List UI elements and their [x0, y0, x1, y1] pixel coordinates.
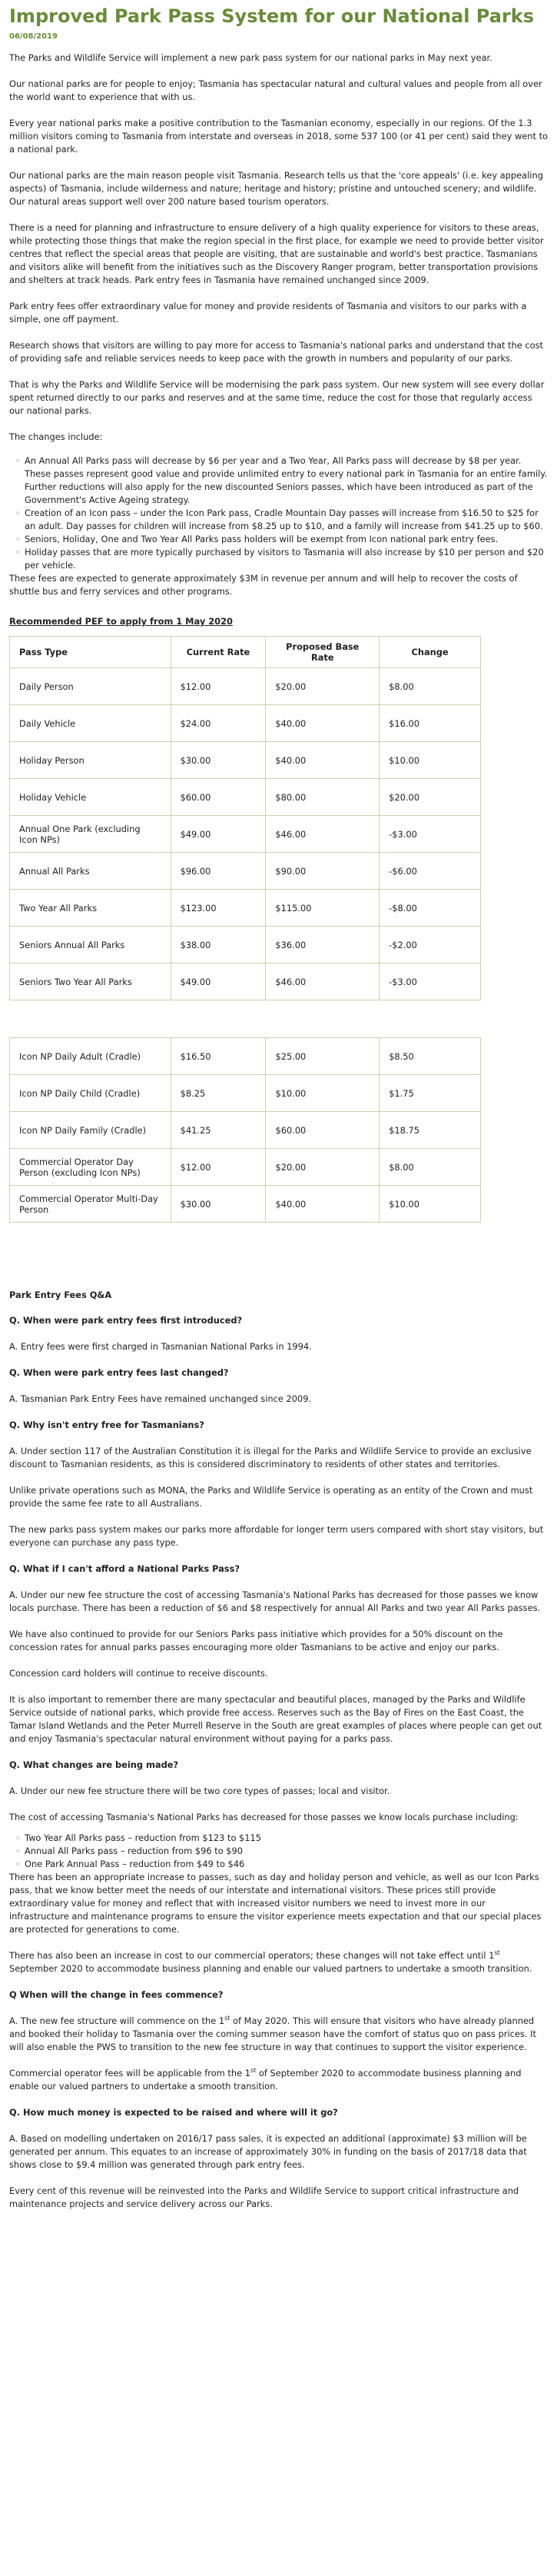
table-row — [10, 1038, 481, 1075]
reductions-list — [9, 1832, 548, 1871]
answer-text: September 2020 to accommodate business planning and enable our valued partners to undertake a smooth transition. — [9, 1963, 532, 1974]
intro-paragraph: That is why the Parks and Wildlife Service will be modernising the park pass system. Our new system will see every dollar spent returned directly to our parks and reserves and at the same time, reduce the cost for those that regularly access our national parks. — [9, 379, 545, 416]
answer-text: of May 2020. This will ensure that visitors who have already planned and booked their holiday to Tasmania over the coming summer season have the comfort of status quo on pass prices. It will also enable the PWS to transition to the new fee structure in way that continues to support the visitor experience. — [9, 2015, 536, 2052]
answer — [9, 1949, 548, 1975]
column-header-pass-type: Pass Type — [10, 637, 171, 668]
cell-change: $8.50 — [380, 1038, 481, 1075]
cell-change: -$2.00 — [380, 927, 481, 964]
answer — [9, 2015, 548, 2054]
list-item: ◦ Annual All Parks pass – reduction from $96 to $90 — [25, 1845, 548, 1858]
table-row — [10, 1186, 481, 1223]
answer: A. Under our new fee structure there will be two core types of passes; local and visitor. — [9, 1786, 390, 1796]
cell-change: $18.75 — [380, 1112, 481, 1149]
cell-pass-type: Holiday Person — [10, 742, 171, 779]
column-header-proposed-rate: Proposed Base Rate — [266, 637, 380, 668]
cell-pass-type: Daily Vehicle — [10, 705, 171, 742]
answer-text: Commercial operator fees will be applicable from the 1 — [9, 2068, 250, 2078]
cell-pass-type: Daily Person — [10, 668, 171, 705]
changes-intro: The changes include: — [9, 431, 103, 442]
cell-current-rate: $41.25 — [171, 1112, 266, 1149]
table-row — [10, 890, 481, 927]
cell-change: $10.00 — [380, 742, 481, 779]
cell-change: $1.75 — [380, 1075, 481, 1112]
table-row — [10, 742, 481, 779]
intro-paragraph: Our national parks are for people to enjoy; Tasmania has spectacular natural and cultural values and people from all over the world want to experience that with us. — [9, 78, 542, 102]
changes-list — [9, 454, 548, 572]
cell-proposed-rate: $40.00 — [266, 1186, 380, 1223]
question: Q. How much money is expected to be raised and where will it go? — [9, 2107, 338, 2118]
cell-proposed-rate: $80.00 — [266, 779, 380, 816]
answer: A. Entry fees were first charged in Tasmanian National Parks in 1994. — [9, 1341, 312, 1352]
cell-current-rate: $12.00 — [171, 1149, 266, 1186]
cell-change: $10.00 — [380, 1186, 481, 1223]
answer: Concession card holders will continue to receive discounts. — [9, 1668, 268, 1679]
intro-paragraph: Our national parks are the main reason people visit Tasmania. Research tells us that the 'core appeals' (i.e. key appealing aspects) of Tasmania, include wilderness and nature; heritage and history; pristine and untouched scenery; and wildlife. Our natural areas support well over 200 nature based tourism operators. — [9, 170, 543, 207]
answer-text: A. The new fee structure will commence on the 1 — [9, 2015, 225, 2026]
answer: The new parks pass system makes our parks more affordable for longer term users compared with short stay visitors, but everyone can purchase any pass type. — [9, 1524, 544, 1548]
cell-change: -$3.00 — [380, 816, 481, 853]
answer: Every cent of this revenue will be reinvested into the Parks and Wildlife Service to support critical infrastructure and maintenance projects and service delivery across our Parks. — [9, 2185, 519, 2209]
table-row — [10, 964, 481, 1000]
table-row — [10, 779, 481, 816]
cell-proposed-rate: $20.00 — [266, 668, 380, 705]
cell-change: -$6.00 — [380, 853, 481, 890]
table-header-row — [10, 637, 481, 668]
intro-paragraph: The Parks and Wildlife Service will implement a new park pass system for our national parks in May next year. — [9, 52, 492, 63]
icon-fees-table — [9, 1037, 481, 1223]
list-item: ◦ Seniors, Holiday, One and Two Year All Parks pass holders will be exempt from Icon national park entry fees. — [25, 533, 548, 546]
cell-pass-type: Icon NP Daily Family (Cradle) — [10, 1112, 171, 1149]
answer-text: of September 2020 to accommodate business planning and enable our valued partners to undertake a smooth transition. — [9, 2068, 522, 2092]
superscript: st — [250, 2067, 257, 2075]
cell-proposed-rate: $60.00 — [266, 1112, 380, 1149]
cell-proposed-rate: $20.00 — [266, 1149, 380, 1186]
column-header-change: Change — [380, 637, 481, 668]
list-item: ◦ An Annual All Parks pass will decrease by $6 per year and a Two Year, All Parks pass will decrease by $8 per year. These passes represent good value and provide unlimited entry to every national park in Tasmania for an entire family. Further reductions will also apply for the new discounted Seniors passes, which have been introduced as part of the Government's Active Ageing strategy. — [25, 454, 548, 507]
list-item: ◦ Holiday passes that are more typically purchased by visitors to Tasmania will also increase by $10 per person and $20 per vehicle. — [25, 546, 548, 572]
table-row — [10, 668, 481, 705]
answer: A. Tasmanian Park Entry Fees have remained unchanged since 2009. — [9, 1393, 312, 1404]
question: Q. When were park entry fees last changed? — [9, 1367, 229, 1378]
page-title: Improved Park Pass System for our National Parks — [9, 5, 535, 27]
cell-current-rate: $30.00 — [171, 742, 266, 779]
cell-pass-type: Seniors Annual All Parks — [10, 927, 171, 964]
question: Q. Why isn't entry free for Tasmanians? — [9, 1419, 204, 1430]
cell-current-rate: $30.00 — [171, 1186, 266, 1223]
column-header-current-rate: Current Rate — [171, 637, 266, 668]
cell-proposed-rate: $46.00 — [266, 964, 380, 1000]
cell-proposed-rate: $25.00 — [266, 1038, 380, 1075]
table-row — [10, 1075, 481, 1112]
list-item: ◦ One Park Annual Pass – reduction from $49 to $46 — [25, 1858, 548, 1871]
answer — [9, 2067, 548, 2093]
table-row — [10, 853, 481, 890]
answer: A. Under our new fee structure the cost of accessing Tasmania's National Parks has decreased for those passes we know locals purchase. There has been a reduction of $6 and $8 respectively for annual All Parks and two year All Parks passes. — [9, 1589, 541, 1613]
fees-table — [9, 636, 481, 1000]
answer: The cost of accessing Tasmania's National Parks has decreased for those passes we know locals purchase including: — [9, 1812, 519, 1822]
cell-current-rate: $38.00 — [171, 927, 266, 964]
cell-proposed-rate: $36.00 — [266, 927, 380, 964]
cell-pass-type: Holiday Vehicle — [10, 779, 171, 816]
cell-pass-type: Commercial Operator Day Person (excluding Icon NPs) — [10, 1149, 171, 1186]
cell-current-rate: $60.00 — [171, 779, 266, 816]
cell-pass-type: Annual All Parks — [10, 853, 171, 890]
cell-change: $8.00 — [380, 668, 481, 705]
cell-proposed-rate: $40.00 — [266, 742, 380, 779]
answer: We have also continued to provide for our Seniors Parks pass initiative which provides for a 50% discount on the concession rates for annual parks passes encouraging more older Tasmanians to be active and enjoy our parks. — [9, 1629, 503, 1652]
answer: It is also important to remember there are many spectacular and beautiful places, managed by the Parks and Wildlife Service outside of national parks, which provide free access. Reserves such as the Bay of Fires on the East Coast, the Tamar Island Wetlands and the Peter Murrell Reserve in the South are great examples of places where people can get out and enjoy Tasmania's spectacular natural environment without paying for a parks pass. — [9, 1694, 542, 1744]
answer: A. Based on modelling undertaken on 2016/17 pass sales, it is expected an additional (approximate) $3 million will be generated per annum. This equates to an increase of approximately 30% in funding on the basis of 2017/18 data that shows close to $9.4 million was generated through park entry fees. — [9, 2133, 527, 2170]
answer-text: There has also been an increase in cost to our commercial operators; these changes will not take effect until 1 — [9, 1950, 495, 1961]
cell-current-rate: $49.00 — [171, 964, 266, 1000]
superscript: st — [224, 2015, 230, 2022]
intro-paragraph: There is a need for planning and infrastructure to ensure delivery of a high quality experience for visitors to these areas, while protecting those things that make the region special in the first place, for example we need to provide better visitor centres that reflect the special areas that people are visiting, that are sustainable and world's best practice. Tasmanians and visitors alike will benefit from the initiatives such as the Discovery Ranger program, better transportation provisions and shelters at track heads. Park entry fees in Tasmania have remained unchanged since 2009. — [9, 222, 544, 285]
cell-proposed-rate: $115.00 — [266, 890, 380, 927]
question: Q. When were park entry fees first introduced? — [9, 1315, 243, 1326]
list-item: ◦ Two Year All Parks pass – reduction from $123 to $115 — [25, 1832, 548, 1845]
qa-title: Park Entry Fees Q&A — [9, 1290, 112, 1300]
cell-proposed-rate: $40.00 — [266, 705, 380, 742]
publish-date: 06/08/2019 — [9, 32, 58, 41]
question: Q. What if I can't afford a National Parks Pass? — [9, 1563, 240, 1574]
superscript: st — [494, 1949, 500, 1957]
table-row — [10, 705, 481, 742]
cell-change: -$8.00 — [380, 890, 481, 927]
cell-current-rate: $96.00 — [171, 853, 266, 890]
cell-current-rate: $12.00 — [171, 668, 266, 705]
revenue-note: These fees are expected to generate approximately $3M in revenue per annum and will help to recover the costs of shuttle bus and ferry services and other programs. — [9, 573, 518, 597]
cell-change: $16.00 — [380, 705, 481, 742]
table-row — [10, 1149, 481, 1186]
cell-change: -$3.00 — [380, 964, 481, 1000]
intro-paragraph: Research shows that visitors are willing to pay more for access to Tasmania's national parks and understand that the cost of providing safe and reliable services needs to keep pace with the growth in numbers and popularity of our parks. — [9, 340, 543, 364]
cell-pass-type: Seniors Two Year All Parks — [10, 964, 171, 1000]
cell-current-rate: $16.50 — [171, 1038, 266, 1075]
cell-current-rate: $24.00 — [171, 705, 266, 742]
answer: Unlike private operations such as MONA, the Parks and Wildlife Service is operating as an entity of the Crown and must provide the same fee rate to all Australians. — [9, 1485, 533, 1509]
list-item: ◦ Creation of an Icon pass – under the Icon Park pass, Cradle Mountain Day passes will increase from $16.50 to $25 for an adult. Day passes for children will increase from $8.25 up to $10, and a family will increase from $41.25 up to $60. — [25, 507, 548, 533]
cell-current-rate: $49.00 — [171, 816, 266, 853]
intro-paragraph: Park entry fees offer extraordinary value for money and provide residents of Tasmania and visitors to our parks with a simple, one off payment. — [9, 301, 527, 324]
answer: There has been an appropriate increase to passes, such as day and holiday person and vehicle, as well as our Icon Parks pass, that we know better meet the needs of our interstate and international visitors. These prices still provide extraordinary value for money and reflect that with increased visitor numbers we need to invest more in our infrastructure and maintenance programs to ensure the visitor experience meets expectation and that our special places are protected for generations to come. — [9, 1872, 542, 1935]
answer: A. Under section 117 of the Australian Constitution it is illegal for the Parks and Wildlife Service to provide an exclusive discount to Tasmanian residents, as this is considered discriminatory to residents of other states and territories. — [9, 1446, 532, 1469]
table-row — [10, 1112, 481, 1149]
cell-proposed-rate: $10.00 — [266, 1075, 380, 1112]
table-row — [10, 927, 481, 964]
cell-pass-type: Icon NP Daily Child (Cradle) — [10, 1075, 171, 1112]
cell-pass-type: Two Year All Parks — [10, 890, 171, 927]
cell-pass-type: Icon NP Daily Adult (Cradle) — [10, 1038, 171, 1075]
table-row — [10, 816, 481, 853]
cell-change: $8.00 — [380, 1149, 481, 1186]
question: Q. What changes are being made? — [9, 1759, 179, 1770]
cell-current-rate: $123.00 — [171, 890, 266, 927]
intro-paragraph: Every year national parks make a positive contribution to the Tasmanian economy, especially in our regions. Of the 1.3 million visitors coming to Tasmania from interstate and overseas in 2018, some 537 100 (or 41 per cent) said they went to a national park. — [9, 118, 549, 155]
cell-proposed-rate: $46.00 — [266, 816, 380, 853]
cell-current-rate: $8.25 — [171, 1075, 266, 1112]
cell-change: $20.00 — [380, 779, 481, 816]
cell-pass-type: Commercial Operator Multi-Day Person — [10, 1186, 171, 1223]
cell-pass-type: Annual One Park (excluding Icon NPs) — [10, 816, 171, 853]
table-heading: Recommended PEF to apply from 1 May 2020 — [9, 616, 233, 627]
cell-proposed-rate: $90.00 — [266, 853, 380, 890]
question: Q When will the change in fees commence? — [9, 1989, 224, 2000]
